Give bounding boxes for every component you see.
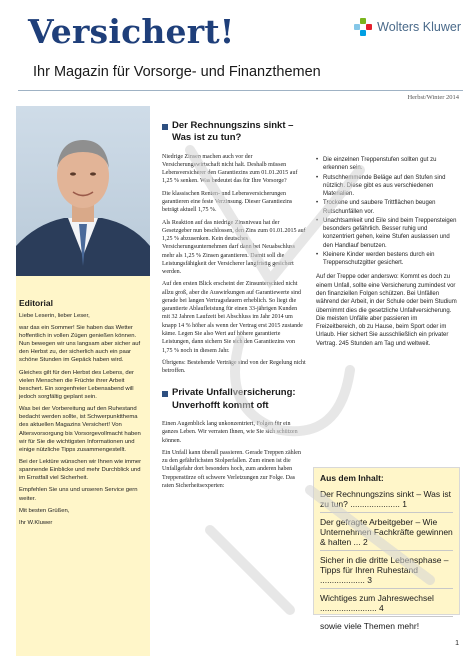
- list-item: • Rutschhemmende Beläge auf den Stufen sind nützlich. Diese gibt es aus verschiedenen Materialien.: [316, 174, 458, 199]
- article1-title: Der Rechnungszins sinkt – Was ist zu tun?: [172, 120, 294, 144]
- editorial-paragraph: Bei der Lektüre wünschen wir Ihnen wie immer spannende Einblicke und mehr Durchblick und im Ernstfall viel Sicherheit.: [19, 458, 142, 482]
- article1-paragraph: Übrigens: Bestehende Verträge sind von der Regelung nicht betroffen.: [162, 359, 306, 375]
- publisher-name: Wolters Kluwer: [377, 20, 461, 34]
- issue-date: Herbst/Winter 2014: [407, 94, 459, 101]
- safety-tips-list: [316, 156, 458, 267]
- toc-item[interactable]: Wichtiges zum Jahreswechsel ........................ 4: [320, 593, 453, 617]
- contents-more: sowie viele Themen mehr!: [320, 621, 420, 632]
- article2-title: Private Unfallversicherung: Unverhofft kommt oft: [172, 387, 296, 411]
- editorial-paragraph: Empfehlen Sie uns und unseren Service gern weiter.: [19, 487, 138, 502]
- article2-closing: Auf der Treppe oder anderswo: Kommt es doch zu einem Unfall, sollte eine Versicherung zumindest vor den finanziellen Folgen schützen. Bei Unfällen während der Arbeit, in der Schule oder beim Studium übernimmt dies die gesetzliche Unfallversicherung. Die meisten Unfälle aber passieren im Freizeitbereich, ob zu Hause, beim Sport oder im Urlaub. Hier sichert Sie ausschließlich ein privater Vertrag. 245 Stunden am Tag und weltweit.: [316, 274, 457, 347]
- article-column-middle: [162, 120, 306, 494]
- article2-headline: [162, 387, 306, 412]
- toc-item[interactable]: Der gefragte Arbeitgeber – Wie Unternehmen Fachkräfte gewinnen & halten ... 2: [320, 517, 453, 551]
- editorial-signature: Ihr W.Kluwer: [19, 519, 53, 526]
- headline-marker-icon: [162, 124, 168, 130]
- headline-marker-icon: [162, 391, 168, 397]
- author-photo: [16, 106, 150, 276]
- wolters-kluwer-logo-icon: [354, 18, 372, 36]
- article-column-right: [316, 156, 458, 348]
- article1-headline: [162, 120, 306, 145]
- list-item: • Trockene und saubere Trittflächen beugen Rutschunfällen vor.: [316, 199, 458, 216]
- editorial-section: [19, 298, 147, 531]
- editorial-paragraph: Was bei der Vorbereitung auf den Ruhestand bedacht werden sollte, ist Schwerpunktthema des aktuellen Magazins Versichert! Von Altersvorsorgung bis Vorsorgevollmacht haben wir für Sie die wichtigsten Informationen und einige nützliche Tipps zusammengestellt.: [19, 406, 141, 453]
- editorial-heading: Editorial: [19, 298, 54, 308]
- masthead-divider: [18, 90, 463, 91]
- page-number: 1: [455, 640, 459, 647]
- toc-item[interactable]: Sicher in die dritte Lebensphase – Tipps für Ihren Ruhestand ................... 3: [320, 555, 453, 589]
- editorial-paragraph: war das ein Sommer! Sie haben das Wetter hoffentlich in vollen Zügen genießen können. Nun bewegen wir uns langsam aber sicher auf den Herbst zu, der sicherlich auch ein paar schöne Stunden im Gepäck haben wird.: [19, 324, 141, 364]
- editorial-paragraph: Gleiches gilt für den Herbst des Lebens, der vielen Menschen die Früchte ihrer Arbeit beschert. Ein sorgenfreier Lebensabend will jedoch sorgfältig geplant sein.: [19, 369, 134, 400]
- editorial-closing: Mit besten Grüßen,: [19, 507, 70, 514]
- toc-item[interactable]: Der Rechnungszins sinkt – Was ist zu tun? ..................... 1: [320, 489, 453, 513]
- article2-paragraph: Ein Unfall kann überall passieren. Gerade Treppen zählen zu den gefährlichsten Stolperfallen. Zum einen ist die Unfallgefahr dort besonders hoch, zum anderen haben Treppenstürze oft schwere Verletzungen zur Folge. Das raten Sicherheitsexperten:: [162, 449, 301, 489]
- list-item: • Kleinere Kinder werden bestens durch ein Treppenschutzgitter gesichert.: [316, 251, 458, 268]
- article1-paragraph: Auf den ersten Blick erscheint der Zinsunterschied nicht allzu groß, aber die Auswirkungen auf Garantiewerte sind gerade bei langen Vertragsdauern erheblich. So liegt die garantierte Ablaufleistung für einen 33-jährigen Kunden mit 32 Jahren Laufzeit bei Abschluss im Jahr 2014 um knapp 14 % höher als wenn der Vertrag erst 2015 zustande käme. Legen Sie also Wert auf höhere garantierte Leistungen, dann sichern Sie sich den Garantiezins von 1,75 % noch in diesem Jahr.: [162, 281, 303, 354]
- article1-paragraph: Als Reaktion auf das niedrige Zinsniveau hat der Gesetzgeber nun beschlossen, den Zins zum 01.01.2015 auf 1,25 % abzusenken. Kein deutsches Versicherungsunternehmen darf dann bei Neuabschluss mehr als 1,25 % Zinsen garantieren. Damit soll die Leistungsfähigkeit der Versicherer langfristig gesichert werden.: [162, 219, 306, 276]
- magazine-subtitle: Ihr Magazin für Vorsorge- und Finanzthemen: [33, 64, 321, 80]
- magazine-title: Versichert!: [28, 12, 235, 51]
- editorial-paragraph: Liebe Leserin, lieber Leser,: [19, 312, 90, 319]
- author-portrait-image: [16, 106, 150, 276]
- article1-paragraph: Die klassischen Renten- und Lebensversicherungen garantieren eine feste Verzinsung. Dieser Garantiezins beträgt aktuell 1,75 %.: [162, 190, 293, 214]
- table-of-contents: [313, 467, 460, 632]
- article2-paragraph: Einen Augenblick lang unkonzentriert, Folgen für ein ganzes Leben. Wir verraten Ihnen, wie Sie sich schützen können.: [162, 421, 298, 444]
- article1-paragraph: Niedrige Zinsen machen auch vor der Versicherungswirtschaft nicht halt. Deshalb müssen Lebensversicherer den Garantiezins zum 01.01.2015 auf 1,25 % senken. Was bedeutet das für Ihre Vorsorge?: [162, 153, 298, 185]
- list-item: • Unachtsamkeit und Eile sind beim Treppensteigen besonders gefährlich. Besser ruhig und konzentriert gehen, keine Stufen auslassen und den Handlauf benutzen.: [316, 217, 458, 250]
- publisher-brand: [354, 18, 461, 36]
- list-item: • Die einzelnen Treppenstufen sollten gut zu erkennen sein.: [316, 156, 458, 173]
- contents-heading: Aus dem Inhalt:: [320, 473, 384, 483]
